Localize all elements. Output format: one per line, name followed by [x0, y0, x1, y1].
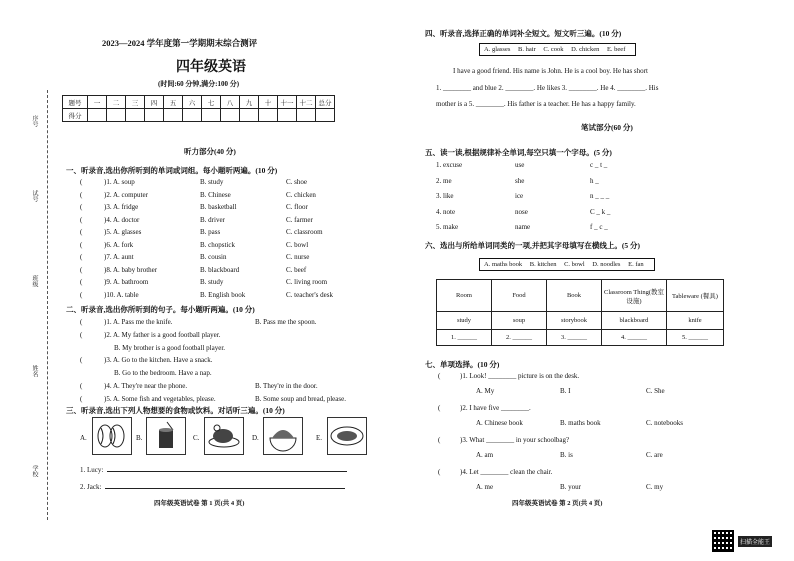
part7-title: 七、单项选择。(10 分)	[425, 360, 500, 369]
choice-option: B. basketball	[200, 203, 237, 211]
answer-paren[interactable]: (	[80, 395, 83, 403]
rice-bowl-image	[263, 417, 303, 455]
choice-option: C. beef	[286, 265, 307, 274]
sidebar-label: 学校	[31, 465, 37, 477]
score-cell[interactable]	[297, 109, 316, 122]
answer-paren[interactable]: (	[80, 318, 83, 326]
fill-blank[interactable]: f _ c _	[590, 223, 608, 231]
word: use	[515, 161, 525, 169]
word: ice	[515, 192, 524, 200]
answer-paren[interactable]: (	[80, 331, 83, 339]
choice-option: )5. A. glasses	[104, 228, 142, 236]
score-cell[interactable]	[126, 109, 145, 122]
answer-label: 1. Lucy:	[80, 466, 104, 474]
score-header-cell: 题号	[63, 96, 88, 109]
choice-option: B. study	[200, 178, 224, 186]
choice-option: C. teacher's desk	[286, 290, 333, 299]
answer-line-lucy[interactable]	[80, 466, 347, 474]
choice-option: C. chicken	[286, 190, 316, 199]
choice-option: B. cousin	[200, 253, 227, 261]
choice-option: C. living room	[286, 278, 328, 286]
choice-option: )2. A. computer	[104, 190, 148, 199]
part1-title: 一、听录音,选出你所听到的单词或词组。每小题听两遍。(10 分)	[66, 166, 278, 175]
choice-option: C. shoe	[286, 178, 307, 186]
sentence-option-a: )4. A. They're near the phone.	[104, 382, 188, 390]
choice-option: C. notebooks	[646, 419, 683, 427]
option: C. bowl	[564, 261, 585, 268]
answer-paren[interactable]: (	[438, 372, 441, 380]
table-blank[interactable]: 2. ______	[492, 330, 547, 346]
score-header-cell: 总分	[316, 96, 335, 109]
choice-option: )8. A. baby brother	[104, 265, 158, 274]
sidebar-label: 姓名	[31, 365, 37, 377]
table-blank[interactable]: 1. ______	[437, 330, 492, 346]
fill-blank[interactable]: h _	[590, 176, 599, 185]
option: A. glasses	[484, 46, 511, 53]
exam-year-title: 2023—2024 学年度第一学期期末综合测评	[102, 38, 258, 48]
score-table	[62, 95, 335, 122]
score-cell[interactable]	[221, 109, 240, 122]
drink-cup-image	[146, 417, 186, 455]
answer-paren[interactable]: (	[80, 228, 83, 236]
option: E. fan	[628, 261, 644, 268]
choice-option: C. farmer	[286, 215, 313, 224]
table-header: Tableware (餐具)	[667, 280, 724, 312]
word: 5. make	[436, 223, 459, 231]
part2-title: 二、听录音,选出你所听到的句子。每小题听两遍。(10 分)	[66, 305, 255, 314]
fill-blank[interactable]: n _ _ _	[590, 192, 610, 200]
table-blank[interactable]: 5. ______	[667, 330, 724, 346]
table-header: Classroom Thing(教室设施)	[602, 280, 667, 312]
score-cell[interactable]	[278, 109, 297, 122]
word: name	[515, 223, 531, 231]
score-cell[interactable]	[164, 109, 183, 122]
answer-label: 2. Jack:	[80, 483, 102, 491]
vegetables-image	[92, 417, 132, 455]
answer-paren[interactable]: (	[438, 404, 441, 412]
answer-paren[interactable]: (	[80, 290, 83, 299]
score-cell[interactable]	[88, 109, 107, 122]
score-cell[interactable]	[202, 109, 221, 122]
option-label: D.	[252, 434, 259, 442]
passage-line: mother is a 5. ________. His father is a teacher. He has a happy family.	[436, 100, 636, 108]
question-text: )1. Look! ________ picture is on the desk.	[460, 372, 580, 380]
passage-line: I have a good friend. His name is John. He is a cool boy. He has short	[453, 67, 648, 75]
table-cell: study	[437, 312, 492, 330]
sentence-option-a: )1. A. Pass me the knife.	[104, 318, 173, 326]
choice-option: C. bowl	[286, 240, 309, 249]
sentence-option-b: B. They're in the door.	[255, 382, 318, 390]
choice-option: A. Chinese book	[476, 419, 523, 427]
choice-option: C. She	[646, 387, 665, 395]
table-cell: knife	[667, 312, 724, 330]
choice-option: B. is	[560, 451, 573, 459]
answer-line-jack[interactable]	[80, 483, 345, 491]
writing-section-title: 笔试部分(60 分)	[581, 123, 633, 132]
word: nose	[515, 207, 528, 216]
choice-option: B. chopstick	[200, 240, 235, 249]
choice-option: A. me	[476, 483, 494, 491]
choice-option: C. my	[646, 483, 664, 491]
word: 4. note	[436, 207, 456, 216]
choice-option: )9. A. bathroom	[104, 278, 149, 286]
score-header-cell: 十一	[278, 96, 297, 109]
score-cell[interactable]	[107, 109, 126, 122]
choice-option: )6. A. fork	[104, 240, 134, 249]
table-cell: blackboard	[602, 312, 667, 330]
footer-page1: 四年级英语试卷 第 1 页(共 4 页)	[154, 500, 245, 507]
sentence-option-a: )5. A. Some fish and vegetables, please.	[104, 395, 216, 403]
option: D. chicken	[571, 46, 600, 53]
sentence-option-a: )3. A. Go to the kitchen. Have a snack.	[104, 356, 213, 364]
question-text: )2. I have five ________.	[460, 404, 531, 412]
question-text: )4. Let ________ clean the chair.	[460, 468, 553, 476]
sidebar-label: 班级	[31, 275, 37, 287]
exam-grade-title: 四年级英语	[176, 59, 246, 75]
choice-option: C. classroom	[286, 228, 323, 236]
sidebar-label: 序号	[31, 115, 37, 127]
part5-title: 五、读一读,根据规律补全单词,每空只填一个字母。(5 分)	[425, 148, 612, 157]
fill-blank[interactable]: c _ t _	[590, 161, 608, 169]
sentence-option-b: B. Some soup and bread, please.	[255, 395, 346, 403]
score-cell[interactable]	[316, 109, 335, 122]
scanner-watermark: 扫描全能王	[738, 536, 772, 547]
question-text: )3. What ________ in your schoolbag?	[460, 436, 570, 444]
table-blank[interactable]: 3. ______	[547, 330, 602, 346]
score-header-cell: 九	[240, 96, 259, 109]
option: B. kitchen	[529, 261, 557, 268]
answer-paren[interactable]: (	[80, 356, 83, 364]
sentence-option-a: )2. A. My father is a good football player.	[104, 331, 221, 339]
table-header: Book	[547, 280, 602, 312]
answer-paren[interactable]: (	[438, 436, 441, 444]
score-header-cell: 五	[164, 96, 183, 109]
answer-paren[interactable]: (	[80, 203, 83, 211]
sidebar-label: 试号	[31, 190, 37, 202]
choice-option: B. driver	[200, 215, 225, 224]
word: 2. me	[436, 176, 452, 185]
answer-paren[interactable]: (	[80, 178, 83, 186]
score-cell[interactable]	[145, 109, 164, 122]
score-header-cell: 十	[259, 96, 278, 109]
score-header-cell: 四	[145, 96, 164, 109]
table-header: Food	[492, 280, 547, 312]
score-header-cell: 六	[183, 96, 202, 109]
word: 3. like	[436, 192, 454, 200]
listening-section-title: 听力部分(40 分)	[184, 147, 236, 156]
choice-option: B. your	[560, 483, 581, 491]
choice-option: B. study	[200, 278, 224, 286]
footer-page2: 四年级英语试卷 第 2 页(共 4 页)	[512, 500, 603, 507]
option-label: E.	[316, 434, 323, 442]
answer-paren[interactable]: (	[80, 190, 83, 199]
table-header: Room	[437, 280, 492, 312]
option: E. beef	[606, 46, 626, 53]
answer-paren[interactable]: (	[80, 278, 83, 286]
choice-option: A. My	[476, 387, 495, 395]
score-cell[interactable]	[183, 109, 202, 122]
word: she	[515, 176, 525, 185]
answer-paren[interactable]: (	[80, 240, 83, 249]
part4-title: 四、听录音,选择正确的单词补全短文。短文听三遍。(10 分)	[425, 29, 622, 38]
category-table	[436, 279, 724, 346]
option-label: A.	[80, 434, 87, 442]
answer-paren[interactable]: (	[438, 468, 441, 476]
answer-paren[interactable]: (	[80, 265, 83, 274]
choice-option: B. blackboard	[200, 265, 240, 274]
choice-option: C. floor	[286, 203, 308, 211]
choice-option: )7. A. aunt	[104, 253, 134, 261]
score-cell[interactable]	[259, 109, 278, 122]
word: 1. excuse	[436, 161, 463, 169]
score-header-cell: 八	[221, 96, 240, 109]
choice-option: )3. A. fridge	[104, 203, 139, 211]
sentence-option-b: B. Go to the bedroom. Have a nap.	[114, 369, 212, 377]
qr-code-icon	[712, 530, 734, 552]
answer-paren[interactable]: (	[80, 253, 83, 261]
table-cell: soup	[492, 312, 547, 330]
choice-option: B. I	[560, 387, 571, 395]
choice-option: B. Chinese	[200, 190, 231, 199]
option: B. hair	[517, 46, 536, 53]
option: A. maths book	[484, 261, 523, 268]
answer-paren[interactable]: (	[80, 382, 83, 390]
part4-options-box	[479, 43, 636, 56]
choice-option: A. am	[476, 451, 494, 459]
score-cell[interactable]	[240, 109, 259, 122]
chicken-image	[204, 417, 244, 455]
choice-option: )1. A. soup	[104, 178, 135, 186]
choice-option: C. nurse	[286, 253, 310, 261]
option: D. noodles	[592, 261, 621, 268]
score-header-cell: 七	[202, 96, 221, 109]
fill-blank[interactable]: C _ k _	[590, 207, 611, 216]
score-header-cell: 十二	[297, 96, 316, 109]
option: C. cook	[543, 46, 564, 53]
score-header-cell: 三	[126, 96, 145, 109]
binding-line	[47, 90, 48, 520]
choice-option: B. pass	[200, 228, 221, 236]
table-cell: storybook	[547, 312, 602, 330]
score-header-cell: 一	[88, 96, 107, 109]
steak-image	[327, 417, 367, 455]
exam-time-info: (时间:60 分钟,满分:100 分)	[158, 80, 240, 88]
sentence-option-b: B. Pass me the spoon.	[255, 318, 317, 326]
score-header-cell: 二	[107, 96, 126, 109]
score-cell: 得分	[63, 109, 88, 122]
sentence-option-b: B. My brother is a good football player.	[114, 344, 226, 352]
choice-option: )4. A. doctor	[104, 215, 140, 224]
choice-option: B. maths book	[560, 419, 601, 427]
choice-option: C. are	[646, 451, 663, 459]
option-label: C.	[193, 434, 200, 442]
passage-line: 1. ________ and blue 2. ________. He likes 3. ________. He 4. ________. His	[436, 84, 659, 92]
part6-title: 六、选出与所给单词同类的一项,并把其字母填写在横线上。(5 分)	[425, 241, 640, 250]
choice-option: B. English book	[200, 290, 246, 299]
option-label: B.	[136, 434, 143, 442]
part3-title: 三、听录音,选出下列人物想要的食物或饮料。对话听三遍。(10 分)	[66, 406, 285, 415]
choice-option: )10. A. table	[104, 290, 139, 299]
table-blank[interactable]: 4. ______	[602, 330, 667, 346]
part6-options-box	[479, 258, 655, 271]
answer-paren[interactable]: (	[80, 215, 83, 224]
